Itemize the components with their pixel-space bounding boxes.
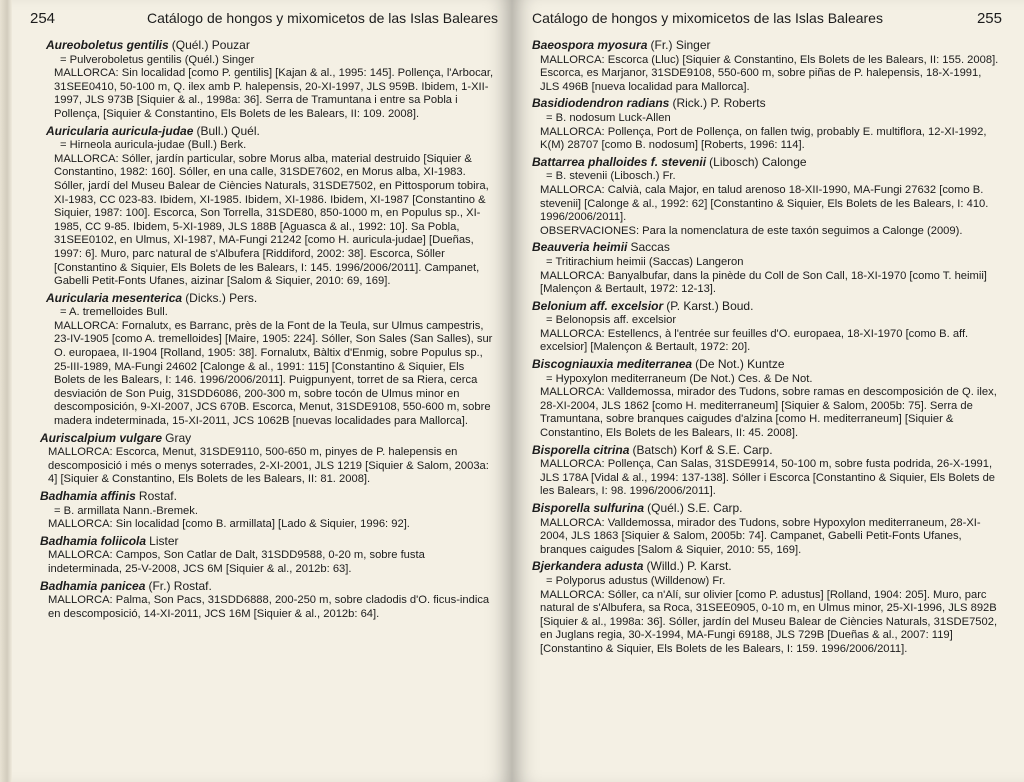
species-entry [46, 292, 498, 429]
synonym-line: = Polyporus adustus (Willdenow) Fr. [546, 574, 726, 587]
species-entry [532, 39, 1002, 94]
species-author: Saccas [630, 240, 670, 255]
species-author: (P. Karst.) Boud. [666, 298, 754, 313]
record-text: MALLORCA: Sóller, ca n'Alí, sur olivier [como P. adustus] [Rolland, 1904: 205]. Muro, parc natural de s'Albufera, sa Roca, 31SEE0905, 0-10 m, en Ulmus minor, 25-XI-1996, JLS 892B [Siquier & al., 1998a: 36]. Sóller, jardín del Museu Balear de Ciències Naturals, 31SDE7502, en Juglans regia, 30-X-1994, MA-Fungi 69188, JLS 729B [Dueñas & al., 2007: 119] [Constantino & Siquier, Els Bolets de les Balears, I: 159. 1996/2006/2011]. [540, 588, 998, 655]
species-name: Baeospora myosura [532, 38, 648, 52]
species-name: Beauveria heimii [532, 240, 628, 255]
synonym-line: = Hirneola auricula-judae (Bull.) Berk. [60, 139, 247, 152]
record-text: MALLORCA: Valldemossa, mirador des Tudons, sobre Hypoxylon mediterraneum, 28-XI-2004, JLS 1863 [Siquier & Salom, 2005b: 74]. Campanet, Gabelli Petit-Fonts Ufanes, branques caigudes [Salom & Siquier, 2010: 55, 169]. [540, 516, 981, 556]
species-author: (Quél.) Pouzar [171, 38, 250, 52]
species-author: (Bull.) Quél. [196, 123, 260, 138]
species-author: Gray [165, 430, 192, 445]
species-entry [532, 560, 1002, 656]
species-name: Badhamia foliicola [40, 533, 147, 548]
record-text: MALLORCA: Escorca (Lluc) [Siquier & Constantino, Els Bolets de les Balears, II: 155. 2008]. Escorca, es Marjanor, 31SDE9108, 550-600 m, sobre piñas de P. halepensis, 18-X-1991, JLS 496B [nueva localidad para Mallorca]. [540, 53, 999, 93]
observations-text: OBSERVACIONES: Para la nomenclatura de este taxón seguimos a Calonge (2009). [540, 224, 963, 237]
species-name: Bisporella citrina [532, 442, 630, 457]
species-author: (Willd.) P. Karst. [646, 559, 732, 574]
record-text: MALLORCA: Estellencs, à l'entrée sur feuilles d'O. europaea, 18-XI-1970 [como B. aff. excelsior] [Malençon & Bertault, 1972: 20]. [540, 327, 969, 354]
species-entry [532, 97, 1002, 152]
synonym-line: = Belonopsis aff. excelsior [546, 314, 677, 327]
species-author: Lister [149, 533, 179, 548]
species-author: (Quél.) S.E. Carp. [647, 501, 743, 515]
species-name: Aureoboletus gentilis [46, 38, 169, 52]
left-running-head-title: Catálogo de hongos y mixomicetos de las Islas Baleares [147, 10, 498, 26]
species-author: (Dicks.) Pers. [185, 290, 258, 305]
species-author: (Fr.) Singer [650, 38, 711, 52]
record-text: MALLORCA: Campos, Son Catlar de Dalt, 31SDD9588, 0-20 m, sobre fusta indeterminada, 25-V-2008, JCS 6M [Siquier & al., 2012b: 63]. [48, 549, 425, 575]
species-author: (Libosch) Calonge [709, 154, 807, 169]
species-author: Rostaf. [138, 489, 177, 503]
species-name: Badhamia affinis [40, 489, 136, 503]
species-name: Auricularia mesenterica [46, 290, 183, 305]
species-name: Battarrea phalloides f. stevenii [532, 154, 707, 169]
species-name: Basidiodendron radians [532, 96, 670, 111]
record-text: MALLORCA: Pollença, Port de Pollença, on fallen twig, probably E. multiflora, 12-XI-1992, K(M) 28707 [como B. nodosum] [Roberts, 1996: 114]. [540, 125, 987, 152]
record-text: MALLORCA: Pollença, Can Salas, 31SDE9914, 50-100 m, sobre fusta podrida, 26-X-1991, JLS 178A [Vidal & al., 1994: 137-138]. Sóller i Escorca [Constantino & Siquier, Els Bolets de les Balears, I: 98. 1996/2006/2011]. [540, 458, 996, 498]
species-entry [46, 125, 498, 289]
record-text: MALLORCA: Escorca, Menut, 31SDE9110, 500-650 m, pinyes de P. halepensis en descomposició i més o menys soterrades, 2-XI-2001, JLS 1219 [Siquier & Salom, 2003a: 4] [Siquier & Constantino, Els Bolets de les Balears, II: 81. 2008]. [48, 446, 489, 486]
species-name: Belonium aff. excelsior [532, 298, 664, 313]
species-entry [532, 241, 1002, 296]
right-page-number: 255 [976, 10, 1002, 27]
species-entry [532, 300, 1002, 355]
left-page-number: 254 [30, 10, 56, 27]
species-entry [532, 502, 1002, 557]
record-text: MALLORCA: Palma, Son Pacs, 31SDD6888, 200-250 m, sobre cladodis d'O. ficus-indica en descomposició, 14-XI-2011, JCS 16M [Siquier & al., 2012b: 64]. [48, 594, 490, 620]
synonym-line: = B. stevenii (Libosch.) Fr. [546, 170, 676, 183]
record-text: MALLORCA: Sin localidad [como P. gentilis] [Kajan & al., 1995: 145]. Pollença, l'Arbocar, 31SEE0410, 50-100 m, Q. ilex amb P. halepensis, 20-XI-1997, JLS 959B. Ibidem, 1-XII-1997, JLS 973B [Siquier & al., 1998a: 36]. Serra de Tramuntana i entre sa Pobla i Pollença, [Siquier & Constantino, Els Bolets de les Balears, II: 109. 2008]. [54, 67, 494, 120]
species-entry [532, 358, 1002, 441]
species-entry [46, 39, 498, 122]
species-name: Bjerkandera adusta [532, 559, 644, 574]
species-author: (De Not.) Kuntze [695, 357, 785, 372]
synonym-line: = Tritirachium heimii (Saccas) Langeron [546, 255, 744, 268]
species-name: Bisporella sulfurina [532, 501, 645, 515]
record-text: MALLORCA: Sin localidad [como B. armillata] [Lado & Siquier, 1996: 92]. [48, 518, 410, 531]
synonym-line: = Pulveroboletus gentilis (Quél.) Singer [60, 53, 255, 66]
species-entry [532, 156, 1002, 239]
species-name: Auriscalpium vulgare [40, 430, 163, 445]
right-running-head-title: Catálogo de hongos y mixomicetos de las Islas Baleares [532, 10, 883, 26]
species-name: Badhamia panicea [40, 578, 146, 593]
species-entry [40, 432, 498, 487]
species-entry [40, 535, 498, 577]
right-running-header [532, 10, 1002, 27]
species-entry [40, 490, 498, 532]
synonym-line: = B. armillata Nann.-Bremek. [54, 504, 198, 517]
synonym-line: = A. tremelloides Bull. [60, 306, 168, 319]
species-author: (Rick.) P. Roberts [672, 96, 766, 111]
species-entry [532, 444, 1002, 499]
record-text: MALLORCA: Calvià, cala Major, en talud arenoso 18-XII-1990, MA-Fungi 27632 [como B. stevenii] [Calonge & al., 1992: 62] [Constantino & Siquier, Els Bolets de les Balears, I: 410. 1996/2006/2011]. [540, 183, 989, 224]
record-text: MALLORCA: Fornalutx, es Barranc, près de la Font de la Teula, sur Ulmus campestris, 23-IV-1905 [como A. tremelloides] [Maire, 1905: 224]. Sóller, Son Sales (San Salles), sur O. europaea, II-1904 [Rolland, 1905: 38]. Fornalutx, Bàltix d'Enmig, sobre Populus sp., 25-III-1989, MA-Fungi 24602 [Calonge & al., 1991: 115] [Constantino & Siquier, Els Bolets de les Balears, I: 146. 1996/2006/2011]. Puigpunyent, torret de sa Riera, cerca desviación de Son Puig, 31SDD6086, 200-300 m, sobre tocón de Ulmus minor en descomposición, 9-XI-2007, JCS 670B. Escorca, Menut, 31SDE9108, 550-600 m, sobre madera indeterminada, 15-XI-2011, JCS 1062B [nuevas localidades para Mallorca]. [54, 319, 493, 428]
synonym-line: = B. nodosum Luck-Allen [546, 111, 671, 124]
species-name: Auricularia auricula-judae [46, 123, 194, 138]
record-text: MALLORCA: Sóller, jardín particular, sobre Morus alba, material destruido [Siquier & Constantino, 1982: 160]. Sóller, en una calle, 31SDE7602, en Morus alba, XI-1983. Sóller, jardí del Museu Balear de Ciències Naturals, 31SDE7502, en Pittosporum tobira, XI-1983, CC 023-83. Ibidem, XI-1985. Ibidem, XI-1986. Ibidem, XI-1987 [Constantino & Siquier, 1987: 100]. Escorca, Son Torrella, 31SDE80, 850-1000 m, en Populus sp., XI-1985, CC 9-85. Ibidem, 5-XI-1989, JLS 188B [Aguasca & al., 1992: 10]. Sa Pobla, 31SEE0102, en Ulmus, XI-1987, MA-Fungi 21242 [como H. auricula-judae] [Dueñas, 1997: 6]. Muro, parc natural de s'Albufera [Riddiford, 2002: 38]. Escorca, Sóller [Constantino & Siquier, Els Bolets de les Balears, I: 145. 1996/2006/2011]. Campanet, Gabelli Petit-Fonts Ufanes, aizinar [Salom & Siquier, 2010: 69, 169]. [54, 152, 489, 288]
species-name: Biscogniauxia mediterranea [532, 357, 693, 372]
left-running-header [30, 10, 498, 27]
synonym-line: = Hypoxylon mediterraneum (De Not.) Ces. & De Not. [546, 372, 813, 385]
record-text: MALLORCA: Banyalbufar, dans la pinède du Coll de Son Call, 18-XI-1970 [como T. heimii] [Malençon & Bertault, 1972: 12-13]. [540, 269, 987, 296]
species-author: (Fr.) Rostaf. [148, 578, 212, 593]
right-page [512, 0, 1024, 782]
species-author: (Batsch) Korf & S.E. Carp. [632, 442, 773, 457]
species-entry [40, 580, 498, 622]
record-text: MALLORCA: Valldemossa, mirador des Tudons, sobre ramas en descomposición de Q. ilex, 28-XI-2004, JLS 1862 [como H. mediterraneum] [Siquier & Salom, 2005b: 75]. Serra de Tramuntana, sobre branques caigudes d'alzina [como H. mediterraneum] [Siquier & Constantino, Els Bolets de les Balears, II: 45. 2008]. [540, 386, 997, 440]
page-edge [0, 0, 12, 782]
